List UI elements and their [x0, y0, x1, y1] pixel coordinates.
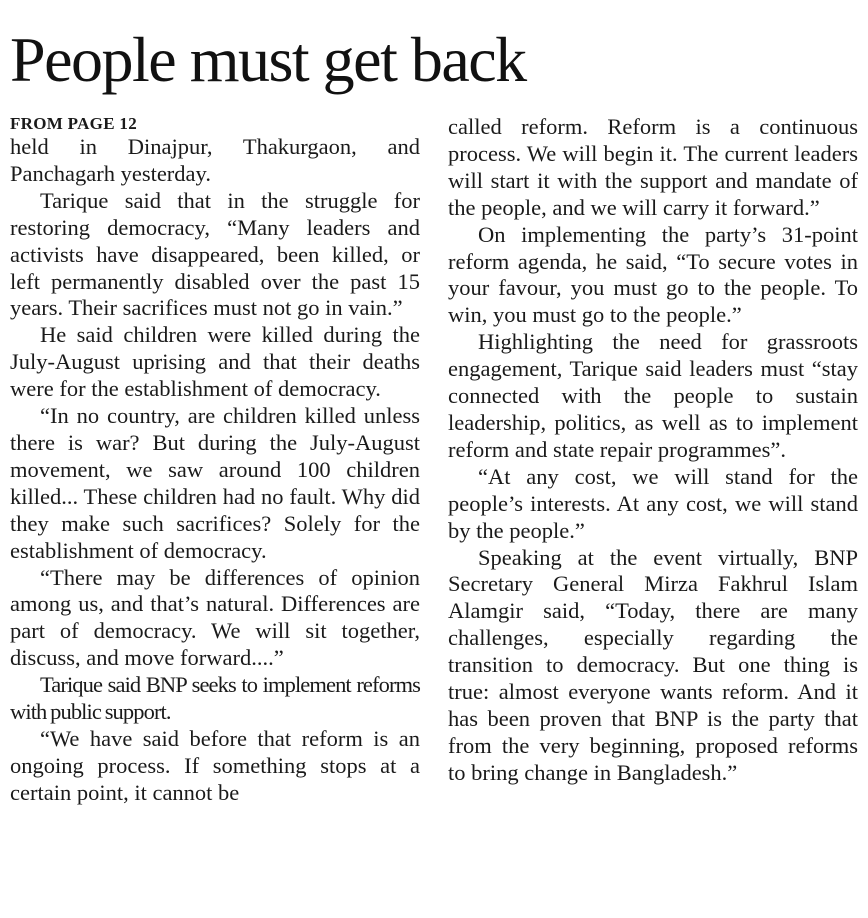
paragraph: “There may be differences of opinion among us, and that’s natural. Differences are part of democracy. We will sit together, discuss, and move forward....”: [10, 564, 420, 671]
from-page-kicker: FROM PAGE 12: [10, 114, 137, 133]
paragraph: On implementing the party’s 31-point reform agenda, he said, “To secure votes in your favour, you must go to the people. To win, you must go to the people.”: [448, 221, 858, 328]
paragraph: Speaking at the event virtually, BNP Secretary General Mirza Fakhrul Islam Alamgir said, “Today, there are many challenges, especially regarding the transition to democracy. But one thing is true: almost everyone wants reform. And it has been proven that BNP is the party that from the very beginning, proposed reforms to bring change in Bangladesh.”: [448, 544, 858, 785]
article-column-right: [448, 114, 858, 787]
paragraph: “In no country, are children killed unless there is war? But during the July-August movement, we saw around 100 children killed... These children had no fault. Why did they make such sacrifices? Solely for the establishment of democracy.: [10, 403, 420, 563]
headline: People must get back: [10, 24, 526, 95]
paragraph: He said children were killed during the July-August uprising and that their deaths were for the establishment of democracy.: [10, 322, 420, 402]
paragraph: Tarique said BNP seeks to implement reforms with public support.: [10, 672, 420, 725]
paragraph: held in Dinajpur, Thakurgaon, and Panchagarh yesterday.: [10, 134, 420, 186]
paragraph: Highlighting the need for grassroots engagement, Tarique said leaders must “stay connected with the people to sustain leadership, politics, as well as to implement reform and state repair programmes”.: [448, 329, 858, 462]
article-column-left: [10, 114, 420, 807]
paragraph: “We have said before that reform is an ongoing process. If something stops at a certain point, it cannot be: [10, 725, 420, 805]
paragraph: “At any cost, we will stand for the people’s interests. At any cost, we will stand by the people.”: [448, 463, 858, 543]
paragraph: Tarique said that in the struggle for restoring democracy, “Many leaders and activists have disappeared, been killed, or left permanently disabled over the past 15 years. Their sacrifices must not go in vain.”: [10, 187, 420, 321]
paragraph: called reform. Reform is a continuous process. We will begin it. The current leaders will start it with the support and mandate of the people, and we will carry it forward.”: [448, 114, 858, 220]
